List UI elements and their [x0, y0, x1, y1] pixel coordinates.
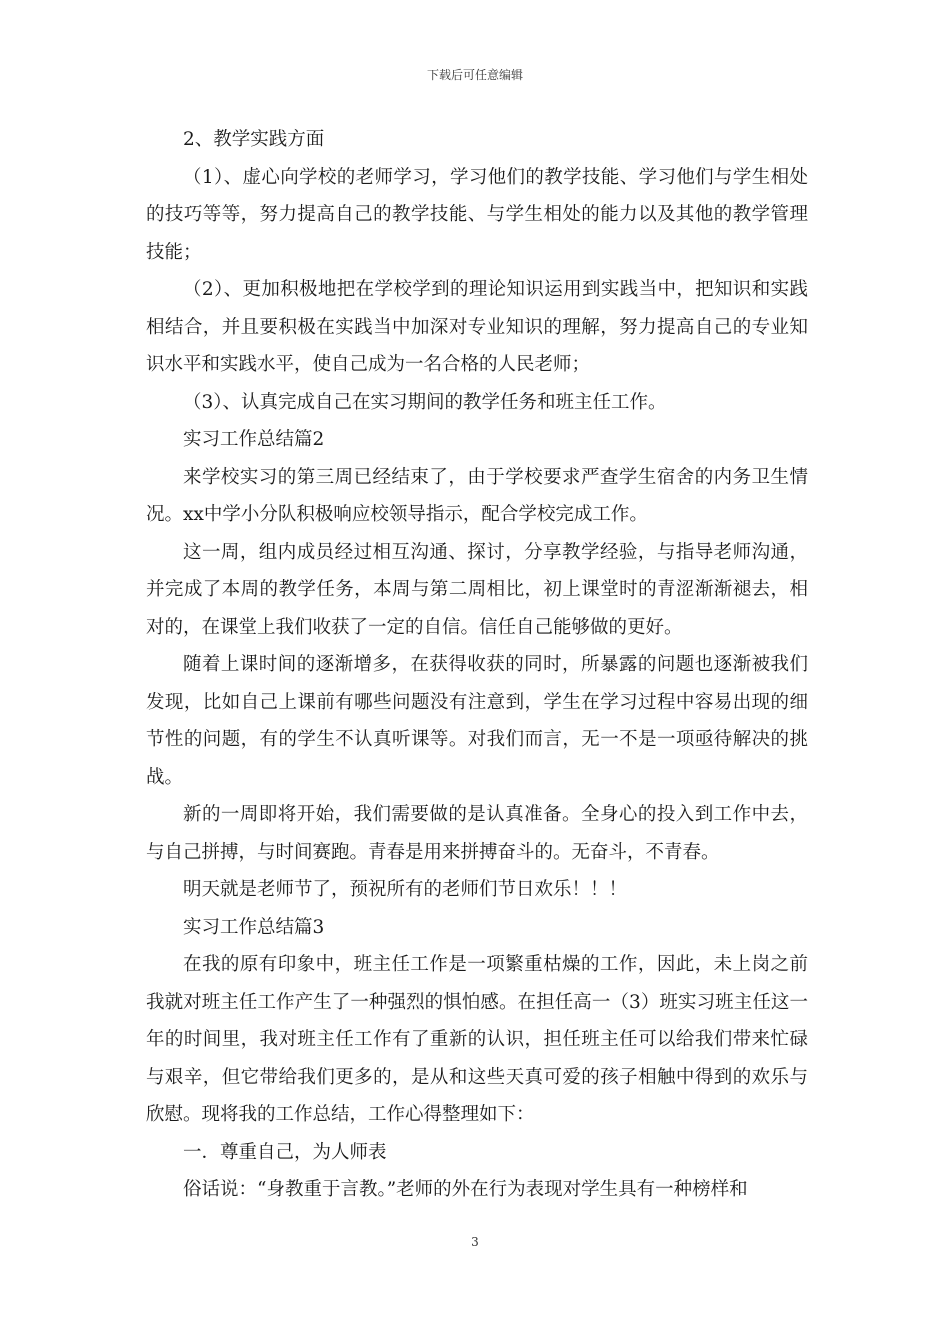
page-header-note: 下载后可任意编辑 [426, 68, 523, 82]
paragraph: 随着上课时间的逐渐增多，在获得收获的同时，所暴露的问题也逐渐被我们发现，比如自己上课前有哪些问题没有注意到，学生在学习过程中容易出现的细节性的问题，有的学生不认真听课等。对我们而言，无一不是一项亟待解决的挑战。 [146, 654, 808, 788]
paragraph: 新的一周即将开始，我们需要做的是认真准备。全身心的投入到工作中去，与自己拼搏，与时间赛跑。青春是用来拼搏奋斗的。无奋斗，不青春。 [146, 804, 808, 863]
document-body [146, 121, 808, 1209]
paragraph: 明天就是老师节了，预祝所有的老师们节日欢乐！！！ [183, 879, 628, 900]
section-title-part-3: 实习工作总结篇3 [183, 916, 325, 938]
section-heading-teaching-practice: 2、教学实践方面 [183, 129, 325, 150]
section-title-part-2: 实习工作总结篇2 [183, 429, 325, 450]
paragraph-item-1: （1）、虚心向学校的老师学习，学习他们的教学技能、学习他们与学生相处的技巧等等，努力提高自己的教学技能、与学生相处的能力以及其他的教学管理技能； [146, 166, 808, 263]
paragraph: 在我的原有印象中，班主任工作是一项繁重枯燥的工作，因此，未上岗之前我就对班主任工作产生了一种强烈的惧怕感。在担任高一（3）班实习班主任这一年的时间里，我对班主任工作有了重新的认识，担任班主任可以给我们带来忙碌与艰辛，但它带给我们更多的，是从和这些天真可爱的孩子相触中得到的欢乐与欣慰。现将我的工作总结，工作心得整理如下： [146, 954, 808, 1125]
paragraph-item-3: （3）、认真完成自己在实习期间的教学任务和班主任工作。 [183, 391, 667, 413]
paragraph: 俗话说：“身教重于言教。”老师的外在行为表现对学生具有一种榜样和 [183, 1179, 748, 1200]
page-number: 3 [471, 1235, 479, 1249]
paragraph: 这一周，组内成员经过相互沟通、探讨，分享教学经验，与指导老师沟通，并完成了本周的教学任务，本周与第二周相比，初上课堂时的青涩渐渐褪去，相对的，在课堂上我们收获了一定的自信。信任自己能够做的更好。 [146, 541, 808, 638]
paragraph: 来学校实习的第三周已经结束了，由于学校要求严查学生宿舍的内务卫生情况。xx中学小分队积极响应校领导指示，配合学校完成工作。 [146, 466, 808, 525]
paragraph-item-2: （2）、更加积极地把在学校学到的理论知识运用到实践当中，把知识和实践相结合，并且要积极在实践当中加深对专业知识的理解，努力提高自己的专业知识水平和实践水平，使自己成为一名合格的人民老师； [146, 279, 808, 375]
subsection-heading: 一．尊重自己，为人师表 [183, 1141, 387, 1163]
